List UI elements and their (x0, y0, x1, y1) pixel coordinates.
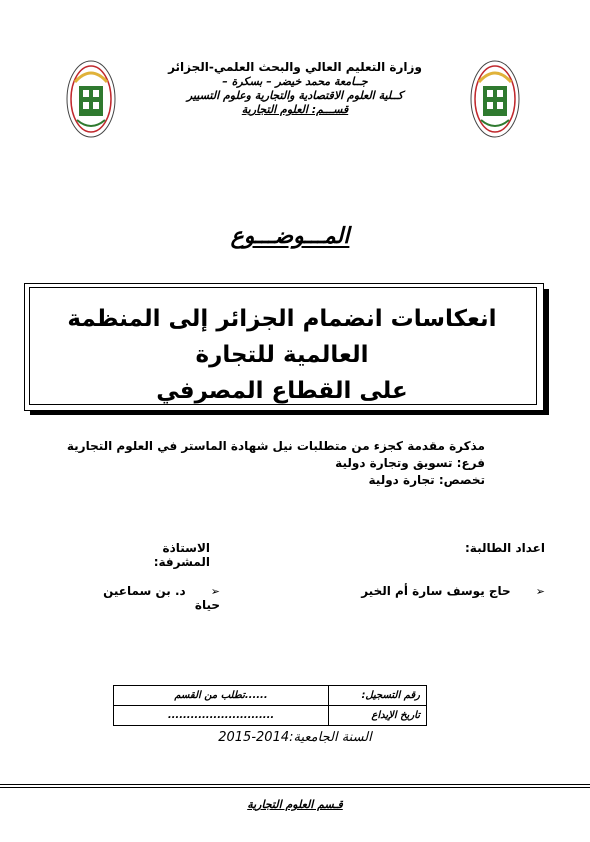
university-logo-left (65, 58, 117, 140)
arrow-bullet-icon: ➢ (210, 585, 220, 598)
department-name: قســـم: العلوم التجارية (241, 103, 349, 116)
supervisor-name-row (80, 584, 220, 612)
arrow-bullet-icon: ➢ (535, 585, 545, 598)
footer-rule-bottom (0, 787, 590, 788)
deposit-date-label: تاريخ الإيداع (329, 706, 427, 726)
institution-header (150, 60, 440, 117)
thesis-description (60, 438, 485, 489)
registration-number-label: رقم التسجيل: (329, 686, 427, 706)
faculty-name: كــلية العلوم الاقتصادية والتجارية وعلوم التسيير (186, 89, 404, 102)
footer-department: قـسم العلوم التجارية (247, 798, 343, 811)
university-name: جــامعة محمد خيضر – بسكرة – (222, 75, 368, 88)
table-row (114, 706, 427, 726)
university-logo-right (469, 58, 521, 140)
thesis-title-line-2: على القطاع المصرفي (156, 378, 408, 404)
ministry-name: وزارة التعليم العالي والبحث العلمي-الجزائر (168, 60, 422, 74)
description-purpose: مذكرة مقدمة كجزء من متطلبات نيل شهادة الماستر في العلوم التجارية (66, 439, 485, 453)
thesis-title (32, 301, 532, 409)
registration-number-value: ......تطلب من القسم (114, 686, 329, 706)
thesis-title-line-1: انعكاسات انضمام الجزائر إلى المنظمة العالمية للتجارة (67, 306, 497, 368)
footer-rule-top (0, 784, 590, 785)
supervisor-name: د. بن سماعين حياة (103, 584, 220, 612)
description-branch: فرع: تسويق وتجارة دولية (335, 456, 485, 470)
student-name: حاج يوسف سارة أم الخير (361, 584, 511, 598)
registration-table (113, 685, 427, 726)
description-specialty: تخصص: تجارة دولية (368, 473, 485, 487)
student-name-row (330, 584, 545, 598)
student-label: اعداد الطالبة: (465, 541, 545, 555)
subject-label: المـــوضـــوع (230, 224, 350, 249)
academic-year: السنة الجامعية:2014-2015 (218, 730, 372, 745)
title-frame (24, 283, 548, 415)
deposit-date-value: ............................ (114, 706, 329, 726)
table-row (114, 686, 427, 706)
supervisor-label: الاستاذة المشرفة: (153, 541, 210, 569)
